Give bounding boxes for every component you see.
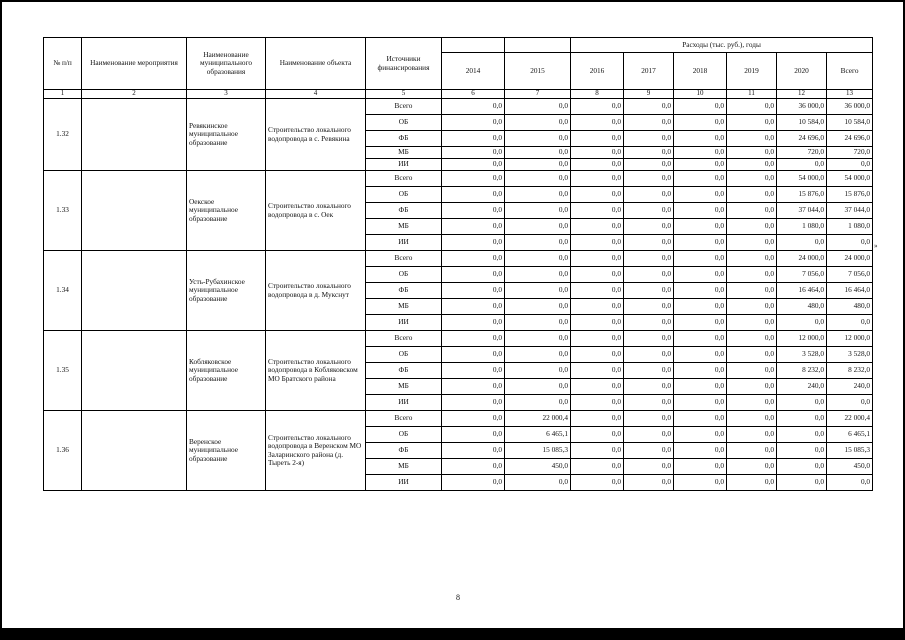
amount-cell: 0,0: [505, 187, 571, 203]
amount-cell: 7 056,0: [827, 267, 873, 283]
amount-cell: 0,0: [624, 363, 674, 379]
amount-cell: 0,0: [505, 267, 571, 283]
amount-cell: 0,0: [624, 411, 674, 427]
object-name: Строительство локального водопровода в д. Мукснут: [266, 251, 366, 331]
amount-cell: 0,0: [571, 395, 624, 411]
amount-cell: 15 876,0: [827, 187, 873, 203]
amount-cell: 0,0: [674, 131, 727, 147]
event-name: [82, 251, 187, 331]
header-num: № п/п: [44, 38, 82, 90]
amount-cell: 0,0: [777, 235, 827, 251]
amount-cell: 0,0: [442, 331, 505, 347]
amount-cell: 0,0: [571, 203, 624, 219]
amount-cell: 0,0: [727, 315, 777, 331]
amount-cell: 15 085,3: [505, 443, 571, 459]
amount-cell: 0,0: [442, 283, 505, 299]
amount-cell: 0,0: [571, 411, 624, 427]
funding-source: ИИ: [366, 235, 442, 251]
amount-cell: 0,0: [727, 459, 777, 475]
header-year: 2014: [442, 53, 505, 90]
funding-source: МБ: [366, 147, 442, 159]
amount-cell: 0,0: [505, 347, 571, 363]
column-number: 5: [366, 90, 442, 99]
funding-source: Всего: [366, 99, 442, 115]
amount-cell: 0,0: [571, 159, 624, 171]
amount-cell: 450,0: [505, 459, 571, 475]
header-municipality: Наименование муниципального образования: [187, 38, 266, 90]
amount-cell: 0,0: [442, 347, 505, 363]
column-number: 8: [571, 90, 624, 99]
amount-cell: 0,0: [571, 171, 624, 187]
amount-cell: 0,0: [505, 203, 571, 219]
amount-cell: 0,0: [727, 251, 777, 267]
amount-cell: 12 000,0: [827, 331, 873, 347]
amount-cell: 0,0: [727, 347, 777, 363]
funding-source: МБ: [366, 219, 442, 235]
amount-cell: 0,0: [727, 171, 777, 187]
amount-cell: 0,0: [674, 219, 727, 235]
amount-cell: 0,0: [505, 379, 571, 395]
amount-cell: 0,0: [727, 363, 777, 379]
amount-cell: 0,0: [727, 283, 777, 299]
amount-cell: 0,0: [505, 235, 571, 251]
table-header: [44, 38, 873, 99]
amount-cell: 480,0: [827, 299, 873, 315]
amount-cell: 0,0: [624, 299, 674, 315]
amount-cell: 450,0: [827, 459, 873, 475]
amount-cell: 0,0: [624, 427, 674, 443]
table-row: [44, 171, 873, 187]
amount-cell: 16 464,0: [827, 283, 873, 299]
amount-cell: 0,0: [571, 251, 624, 267]
amount-cell: 8 232,0: [827, 363, 873, 379]
amount-cell: 24 000,0: [777, 251, 827, 267]
header-year: 2019: [727, 53, 777, 90]
amount-cell: 0,0: [674, 187, 727, 203]
amount-cell: 0,0: [777, 411, 827, 427]
event-name: [82, 411, 187, 491]
item-number: 1.34: [44, 251, 82, 331]
column-number: 3: [187, 90, 266, 99]
amount-cell: 15 085,3: [827, 443, 873, 459]
amount-cell: 0,0: [674, 159, 727, 171]
amount-cell: 0,0: [505, 131, 571, 147]
amount-cell: 36 000,0: [777, 99, 827, 115]
funding-source: МБ: [366, 459, 442, 475]
amount-cell: 10 584,0: [827, 115, 873, 131]
amount-cell: 0,0: [777, 475, 827, 491]
funding-source: ИИ: [366, 315, 442, 331]
column-number: 4: [266, 90, 366, 99]
amount-cell: 0,0: [442, 187, 505, 203]
amount-cell: 0,0: [674, 363, 727, 379]
amount-cell: 0,0: [777, 395, 827, 411]
amount-cell: 0,0: [505, 147, 571, 159]
municipality-name: Кобляковское муниципальное образование: [187, 331, 266, 411]
amount-cell: 0,0: [624, 159, 674, 171]
amount-cell: 24 696,0: [777, 131, 827, 147]
amount-cell: 0,0: [442, 299, 505, 315]
amount-cell: 0,0: [442, 427, 505, 443]
amount-cell: 0,0: [727, 203, 777, 219]
column-number: 10: [674, 90, 727, 99]
header-blank-2014: [442, 38, 505, 53]
amount-cell: 0,0: [505, 115, 571, 131]
amount-cell: 0,0: [442, 459, 505, 475]
amount-cell: 6 465,1: [827, 427, 873, 443]
amount-cell: 0,0: [674, 267, 727, 283]
funding-source: ФБ: [366, 203, 442, 219]
amount-cell: 0,0: [674, 331, 727, 347]
amount-cell: 54 000,0: [777, 171, 827, 187]
item-number: 1.35: [44, 331, 82, 411]
amount-cell: 37 044,0: [827, 203, 873, 219]
amount-cell: 0,0: [674, 411, 727, 427]
municipality-name: Усть-Рубахинское муниципальное образование: [187, 251, 266, 331]
funding-source: ОБ: [366, 347, 442, 363]
funding-source: МБ: [366, 299, 442, 315]
page-number: 8: [456, 593, 460, 602]
amount-cell: 8 232,0: [777, 363, 827, 379]
column-number: 6: [442, 90, 505, 99]
header-object: Наименование объекта: [266, 38, 366, 90]
amount-cell: 0,0: [727, 267, 777, 283]
object-name: Строительство локального водопровода в Веренском МО Заларинского района (д. Тыреть 2-я): [266, 411, 366, 491]
table-row: [44, 251, 873, 267]
amount-cell: 0,0: [571, 443, 624, 459]
amount-cell: 0,0: [674, 235, 727, 251]
amount-cell: 0,0: [624, 379, 674, 395]
amount-cell: 0,0: [674, 443, 727, 459]
funding-source: ОБ: [366, 187, 442, 203]
amount-cell: 0,0: [727, 443, 777, 459]
amount-cell: 0,0: [571, 331, 624, 347]
item-number: 1.33: [44, 171, 82, 251]
amount-cell: 0,0: [442, 235, 505, 251]
amount-cell: 0,0: [442, 395, 505, 411]
amount-cell: 0,0: [442, 475, 505, 491]
amount-cell: 0,0: [777, 459, 827, 475]
header-expenses: Расходы (тыс. руб.), годы: [571, 38, 873, 53]
header-year: 2017: [624, 53, 674, 90]
amount-cell: 0,0: [624, 115, 674, 131]
amount-cell: 0,0: [442, 171, 505, 187]
table-row: [44, 99, 873, 115]
event-name: [82, 171, 187, 251]
amount-cell: 0,0: [571, 235, 624, 251]
funding-source: Всего: [366, 251, 442, 267]
funding-source: ФБ: [366, 363, 442, 379]
amount-cell: 0,0: [505, 395, 571, 411]
amount-cell: 0,0: [442, 411, 505, 427]
amount-cell: 0,0: [674, 251, 727, 267]
amount-cell: 0,0: [571, 187, 624, 203]
amount-cell: 0,0: [624, 187, 674, 203]
amount-cell: 0,0: [571, 427, 624, 443]
amount-cell: 0,0: [727, 187, 777, 203]
amount-cell: 0,0: [674, 347, 727, 363]
amount-cell: 0,0: [505, 363, 571, 379]
amount-cell: 0,0: [571, 363, 624, 379]
amount-cell: 0,0: [727, 147, 777, 159]
amount-cell: 0,0: [624, 459, 674, 475]
amount-cell: 1 080,0: [827, 219, 873, 235]
amount-cell: 0,0: [624, 131, 674, 147]
amount-cell: 0,0: [505, 299, 571, 315]
amount-cell: 0,0: [624, 203, 674, 219]
amount-cell: 16 464,0: [777, 283, 827, 299]
amount-cell: 0,0: [674, 115, 727, 131]
amount-cell: 0,0: [571, 131, 624, 147]
municipality-name: Ревякинское муниципальное образование: [187, 99, 266, 171]
header-blank-2015: [505, 38, 571, 53]
amount-cell: 0,0: [727, 379, 777, 395]
amount-cell: 0,0: [624, 147, 674, 159]
amount-cell: 0,0: [624, 251, 674, 267]
header-year: 2018: [674, 53, 727, 90]
amount-cell: 0,0: [571, 115, 624, 131]
event-name: [82, 99, 187, 171]
amount-cell: 0,0: [624, 283, 674, 299]
amount-cell: 0,0: [674, 427, 727, 443]
amount-cell: 0,0: [727, 115, 777, 131]
amount-cell: 1 080,0: [777, 219, 827, 235]
amount-cell: 0,0: [674, 99, 727, 115]
amount-cell: 0,0: [624, 235, 674, 251]
amount-cell: 0,0: [442, 443, 505, 459]
funding-source: ФБ: [366, 131, 442, 147]
funding-source: Всего: [366, 171, 442, 187]
amount-cell: 0,0: [624, 347, 674, 363]
amount-cell: 720,0: [777, 147, 827, 159]
object-name: Строительство локального водопровода в с. Ревякина: [266, 99, 366, 171]
amount-cell: 0,0: [505, 475, 571, 491]
amount-cell: 0,0: [727, 411, 777, 427]
amount-cell: 0,0: [727, 427, 777, 443]
amount-cell: 0,0: [442, 115, 505, 131]
amount-cell: 0,0: [442, 131, 505, 147]
amount-cell: 0,0: [674, 475, 727, 491]
amount-cell: 0,0: [442, 267, 505, 283]
amount-cell: 0,0: [442, 363, 505, 379]
amount-cell: 0,0: [727, 475, 777, 491]
amount-cell: 0,0: [777, 443, 827, 459]
amount-cell: 0,0: [442, 379, 505, 395]
item-number: 1.36: [44, 411, 82, 491]
amount-cell: 0,0: [624, 99, 674, 115]
amount-cell: 0,0: [727, 299, 777, 315]
amount-cell: 0,0: [727, 159, 777, 171]
amount-cell: 0,0: [777, 159, 827, 171]
column-number: 2: [82, 90, 187, 99]
amount-cell: 0,0: [505, 99, 571, 115]
amount-cell: 0,0: [624, 219, 674, 235]
amount-cell: 22 000,4: [505, 411, 571, 427]
amount-cell: 22 000,4: [827, 411, 873, 427]
amount-cell: 0,0: [674, 283, 727, 299]
amount-cell: 0,0: [571, 347, 624, 363]
amount-cell: 0,0: [505, 171, 571, 187]
amount-cell: 0,0: [505, 331, 571, 347]
column-number: 7: [505, 90, 571, 99]
amount-cell: 0,0: [727, 235, 777, 251]
amount-cell: 0,0: [505, 283, 571, 299]
funding-source: ОБ: [366, 427, 442, 443]
amount-cell: 54 000,0: [827, 171, 873, 187]
amount-cell: 12 000,0: [777, 331, 827, 347]
funding-source: ИИ: [366, 395, 442, 411]
amount-cell: 0,0: [674, 171, 727, 187]
amount-cell: 0,0: [624, 171, 674, 187]
amount-cell: 0,0: [674, 315, 727, 331]
amount-cell: 0,0: [571, 459, 624, 475]
column-number: 11: [727, 90, 777, 99]
amount-cell: 480,0: [777, 299, 827, 315]
scan-bottom-edge: [0, 628, 905, 640]
municipality-name: Оекское муниципальное образование: [187, 171, 266, 251]
amount-cell: 0,0: [571, 315, 624, 331]
amount-cell: 0,0: [505, 315, 571, 331]
amount-cell: 0,0: [442, 147, 505, 159]
amount-cell: 0,0: [674, 203, 727, 219]
amount-cell: 0,0: [571, 299, 624, 315]
amount-cell: 0,0: [777, 427, 827, 443]
amount-cell: 0,0: [674, 459, 727, 475]
header-event: Наименование мероприятия: [82, 38, 187, 90]
amount-cell: 6 465,1: [505, 427, 571, 443]
amount-cell: 0,0: [442, 251, 505, 267]
amount-cell: 37 044,0: [777, 203, 827, 219]
amount-cell: 0,0: [624, 315, 674, 331]
amount-cell: 0,0: [571, 99, 624, 115]
amount-cell: 0,0: [674, 147, 727, 159]
municipality-name: Веренское муниципальное образование: [187, 411, 266, 491]
amount-cell: 0,0: [624, 443, 674, 459]
amount-cell: 0,0: [442, 219, 505, 235]
amount-cell: 0,0: [827, 475, 873, 491]
amount-cell: 0,0: [571, 267, 624, 283]
amount-cell: 0,0: [827, 235, 873, 251]
budget-table: [43, 37, 873, 491]
amount-cell: 15 876,0: [777, 187, 827, 203]
table-body: [44, 99, 873, 491]
amount-cell: 3 528,0: [827, 347, 873, 363]
amount-cell: 24 000,0: [827, 251, 873, 267]
amount-cell: 24 696,0: [827, 131, 873, 147]
amount-cell: 0,0: [571, 475, 624, 491]
amount-cell: 0,0: [727, 219, 777, 235]
funding-source: ОБ: [366, 267, 442, 283]
amount-cell: 0,0: [727, 395, 777, 411]
funding-source: ФБ: [366, 443, 442, 459]
funding-source: Всего: [366, 331, 442, 347]
amount-cell: 0,0: [674, 395, 727, 411]
event-name: [82, 331, 187, 411]
amount-cell: 0,0: [624, 267, 674, 283]
amount-cell: 0,0: [571, 147, 624, 159]
amount-cell: 0,0: [674, 299, 727, 315]
header-source: Источники финансирования: [366, 38, 442, 90]
amount-cell: 240,0: [777, 379, 827, 395]
column-number: 1: [44, 90, 82, 99]
amount-cell: 0,0: [727, 131, 777, 147]
amount-cell: 36 000,0: [827, 99, 873, 115]
table-row: [44, 411, 873, 427]
amount-cell: 0,0: [624, 475, 674, 491]
amount-cell: 0,0: [777, 315, 827, 331]
header-year: 2015: [505, 53, 571, 90]
amount-cell: 0,0: [624, 331, 674, 347]
amount-cell: 0,0: [442, 99, 505, 115]
amount-cell: 0,0: [442, 203, 505, 219]
column-number: 13: [827, 90, 873, 99]
amount-cell: 0,0: [571, 379, 624, 395]
amount-cell: 0,0: [624, 395, 674, 411]
table-row: [44, 331, 873, 347]
amount-cell: 0,0: [827, 159, 873, 171]
amount-cell: 0,0: [727, 331, 777, 347]
header-year: 2020: [777, 53, 827, 90]
amount-cell: 0,0: [505, 159, 571, 171]
amount-cell: 0,0: [505, 219, 571, 235]
item-number: 1.32: [44, 99, 82, 171]
amount-cell: 0,0: [674, 379, 727, 395]
amount-cell: 10 584,0: [777, 115, 827, 131]
amount-cell: 0,0: [571, 219, 624, 235]
amount-cell: 720,0: [827, 147, 873, 159]
object-name: Строительство локального водопровода в с. Оек: [266, 171, 366, 251]
header-year: 2016: [571, 53, 624, 90]
amount-cell: 0,0: [442, 315, 505, 331]
amount-cell: 0,0: [827, 395, 873, 411]
column-number: 12: [777, 90, 827, 99]
funding-source: ИИ: [366, 159, 442, 171]
amount-cell: 240,0: [827, 379, 873, 395]
amount-cell: 3 528,0: [777, 347, 827, 363]
object-name: Строительство локального водопровода в Кобляковском МО Братского района: [266, 331, 366, 411]
amount-cell: 0,0: [505, 251, 571, 267]
amount-cell: 0,0: [442, 159, 505, 171]
amount-cell: 0,0: [571, 283, 624, 299]
amount-cell: 7 056,0: [777, 267, 827, 283]
funding-source: ОБ: [366, 115, 442, 131]
funding-source: ФБ: [366, 283, 442, 299]
funding-source: ИИ: [366, 475, 442, 491]
amount-cell: 0,0: [727, 99, 777, 115]
funding-source: МБ: [366, 379, 442, 395]
header-year: Всего: [827, 53, 873, 90]
funding-source: Всего: [366, 411, 442, 427]
amount-cell: 0,0: [827, 315, 873, 331]
column-number: 9: [624, 90, 674, 99]
stray-mark: »: [874, 242, 878, 250]
